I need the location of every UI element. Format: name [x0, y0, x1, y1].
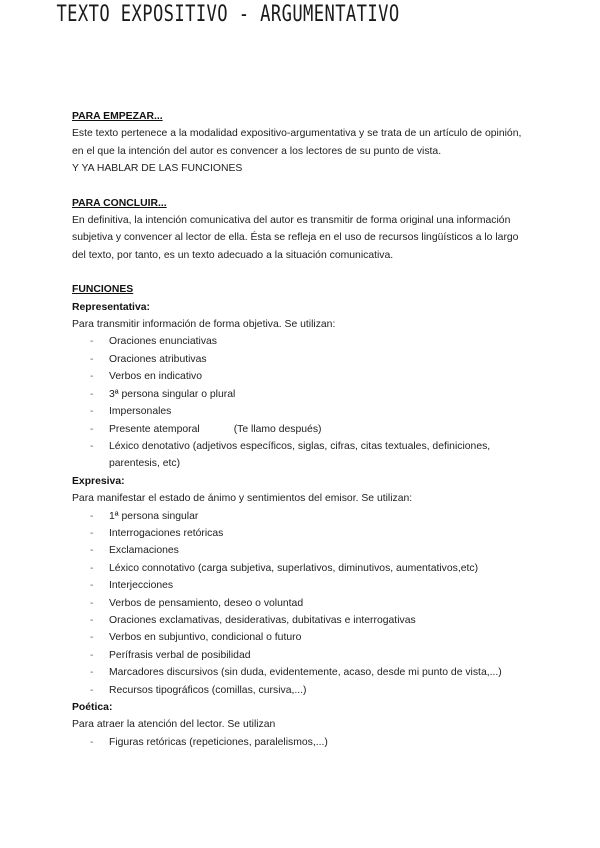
- paragraph-line: Este texto pertenece a la modalidad expositivo-argumentativa y se trata de un artículo de opinión,: [72, 128, 522, 140]
- list-item: [109, 421, 542, 438]
- list-item: - Oraciones exclamativas, desiderativas, dubitativas e interrogativas: [109, 612, 542, 629]
- heading-para-empezar: PARA EMPEZAR...: [72, 111, 163, 122]
- section-intro: Para atraer la atención del lector. Se utilizan: [72, 719, 276, 731]
- section-intro: Para transmitir información de forma objetiva. Se utilizan:: [72, 319, 336, 331]
- list-item: - Léxico connotativo (carga subjetiva, superlativos, diminutivos, aumentativos,etc): [109, 560, 542, 577]
- subheading-expresiva: Expresiva:: [72, 475, 125, 487]
- paragraph-line: subjetiva y convencer al lector de ella. Ésta se refleja en el uso de recursos lingüísticos a lo largo: [72, 232, 519, 244]
- page-title: TEXTO EXPOSITIVO - ARGUMENTATIVO: [56, 2, 400, 27]
- list-item: - Verbos en indicativo: [109, 368, 542, 385]
- list-item: - Recursos tipográficos (comillas, cursiva,...): [109, 682, 542, 699]
- list-item: - Exclamaciones: [109, 542, 542, 559]
- list-item: - Interrogaciones retóricas: [109, 525, 542, 542]
- list-item: - 1ª persona singular: [109, 508, 542, 525]
- paragraph-line: En definitiva, la intención comunicativa del autor es transmitir de forma original una información: [72, 215, 511, 227]
- list-item: - Perífrasis verbal de posibilidad: [109, 647, 542, 664]
- list-item: - Interjecciones: [109, 577, 542, 594]
- section-intro: Para manifestar el estado de ánimo y sentimientos del emisor. Se utilizan:: [72, 493, 413, 505]
- paragraph-line: del texto, por tanto, es un texto adecuado a la situación comunicativa.: [72, 249, 394, 261]
- paragraph-line: en el que la intención del autor es convencer a los lectores de su punto de vista.: [72, 145, 442, 157]
- list-item: - Oraciones enunciativas: [109, 333, 542, 350]
- list-item: - Verbos en subjuntivo, condicional o futuro: [109, 629, 542, 646]
- document-body: [72, 108, 542, 751]
- list-item-note: (Te llamo después): [233, 423, 322, 435]
- list-item-text: Presente atemporal: [109, 423, 200, 435]
- list-item-continuation: parentesis, etc): [109, 458, 181, 470]
- heading-funciones: FUNCIONES: [72, 284, 134, 296]
- list-item-text: Léxico denotativo (adjetivos específicos, siglas, cifras, citas textuales, definiciones,: [109, 440, 491, 452]
- paragraph-line: Y YA HABLAR DE LAS FUNCIONES: [72, 163, 243, 175]
- list-item: - Impersonales: [109, 403, 542, 420]
- list-item: - Oraciones atributivas: [109, 351, 542, 368]
- list-item: - 3ª persona singular o plural: [109, 386, 542, 403]
- list-item: [109, 438, 542, 473]
- list-item: - Marcadores discursivos (sin duda, evidentemente, acaso, desde mi punto de vista,...): [109, 664, 542, 681]
- subheading-poetica: Poética:: [72, 702, 113, 713]
- poetica-list: [72, 734, 542, 751]
- list-item: - Figuras retóricas (repeticiones, paralelismos,...): [109, 734, 542, 751]
- subheading-representativa: Representativa:: [72, 301, 150, 313]
- representativa-list: [72, 333, 542, 472]
- expresiva-list: [72, 508, 542, 699]
- list-item: - Verbos de pensamiento, deseo o voluntad: [109, 595, 542, 612]
- heading-para-concluir: PARA CONCLUIR...: [72, 197, 167, 209]
